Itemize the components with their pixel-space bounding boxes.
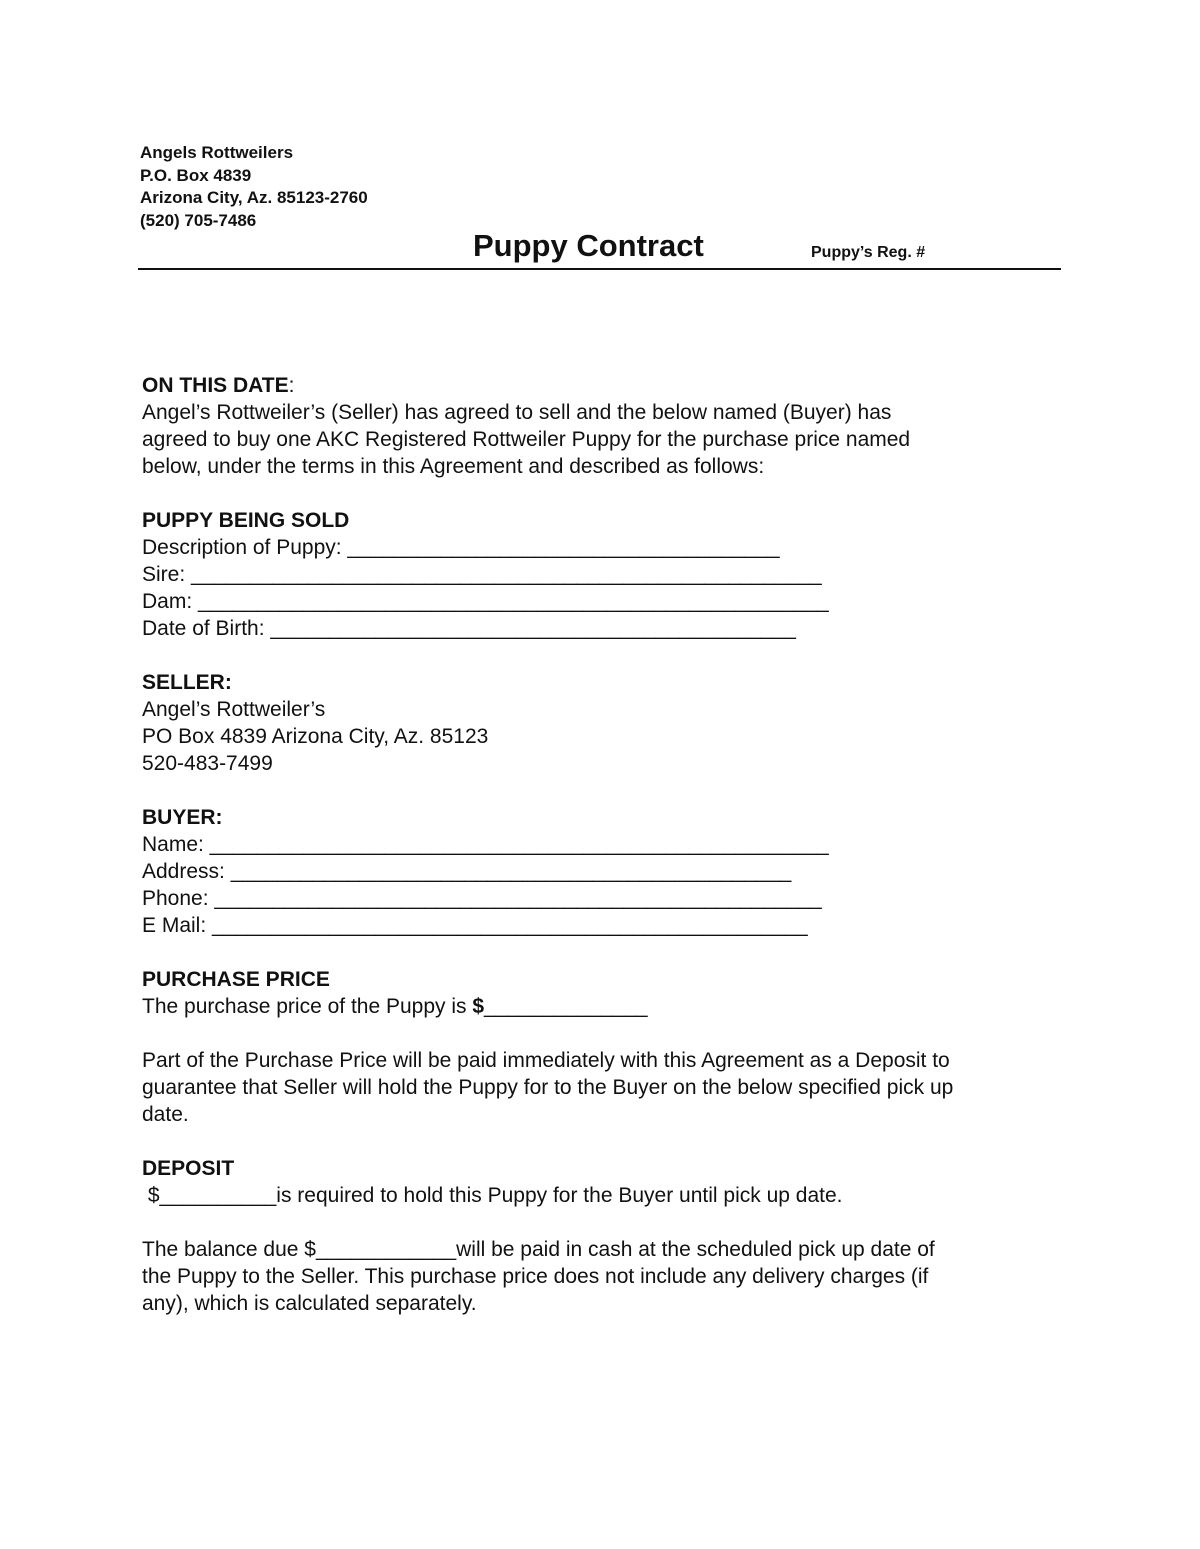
on-this-date-heading-line: [142, 372, 910, 399]
buyer-address-field: Address: ________________________________________________: [142, 860, 792, 883]
buyer-name-field: Name: _____________________________________________________: [142, 833, 829, 856]
seller-phone: 520-483-7499: [142, 752, 273, 775]
deposit-terms-paragraph: [142, 1047, 953, 1128]
seller-address: PO Box 4839 Arizona City, Az. 85123: [142, 725, 489, 748]
deposit-amount-line: $__________is required to hold this Puppy for the Buyer until pick up date.: [142, 1184, 843, 1207]
paragraph-line: The balance due $____________will be paid in cash at the scheduled pick up date of: [142, 1238, 935, 1261]
page-title: Puppy Contract: [473, 228, 704, 263]
buyer-section: [142, 804, 829, 939]
paragraph-line: any), which is calculated separately.: [142, 1292, 477, 1315]
letterhead-name: Angels Rottweilers: [140, 143, 294, 162]
intro-line: Angel’s Rottweiler’s (Seller) has agreed to sell and the below named (Buyer) has: [142, 401, 892, 424]
puppy-dam-field: Dam: ______________________________________________________: [142, 590, 829, 613]
purchase-price-line: [142, 993, 648, 1020]
puppy-dob-field: Date of Birth: _____________________________________________: [142, 617, 796, 640]
puppy-section: [142, 507, 829, 642]
intro-line: agreed to buy one AKC Registered Rottweiler Puppy for the purchase price named: [142, 428, 911, 451]
letterhead: [140, 142, 368, 232]
deposit-section: [142, 1155, 842, 1209]
purchase-section: [142, 966, 648, 1020]
purchase-heading: PURCHASE PRICE: [142, 968, 330, 991]
purchase-price-blank: ______________: [484, 995, 648, 1018]
on-this-date-heading: ON THIS DATE: [142, 374, 289, 397]
intro-line: below, under the terms in this Agreement and described as follows:: [142, 455, 765, 478]
deposit-heading: DEPOSIT: [142, 1157, 235, 1180]
puppy-heading: PUPPY BEING SOLD: [142, 509, 350, 532]
on-this-date-section: [142, 372, 910, 480]
puppy-sire-field: Sire: ______________________________________________________: [142, 563, 822, 586]
paragraph-line: the Puppy to the Seller. This purchase price does not include any delivery charges (if: [142, 1265, 929, 1288]
registration-label: Puppy’s Reg. #: [811, 244, 926, 261]
buyer-phone-field: Phone: ____________________________________________________: [142, 887, 822, 910]
buyer-heading: BUYER:: [142, 806, 223, 829]
puppy-description-field: Description of Puppy: _____________________________________: [142, 536, 780, 559]
header-divider: [138, 268, 1061, 270]
letterhead-city: Arizona City, Az. 85123-2760: [140, 188, 368, 207]
on-this-date-colon: :: [288, 374, 295, 397]
purchase-price-text: The purchase price of the Puppy is: [142, 995, 473, 1018]
paragraph-line: date.: [142, 1103, 189, 1126]
letterhead-phone: (520) 705-7486: [140, 210, 257, 230]
seller-name: Angel’s Rottweiler’s: [142, 698, 326, 721]
balance-paragraph: [142, 1236, 935, 1317]
seller-section: [142, 669, 488, 777]
purchase-price-currency: $: [472, 995, 485, 1018]
paragraph-line: Part of the Purchase Price will be paid immediately with this Agreement as a Deposit to: [142, 1049, 950, 1072]
buyer-email-field: E Mail: ___________________________________________________: [142, 914, 808, 937]
letterhead-po-box: P.O. Box 4839: [140, 165, 252, 185]
seller-heading: SELLER:: [142, 671, 232, 694]
paragraph-line: guarantee that Seller will hold the Puppy for to the Buyer on the below specified pick up: [142, 1076, 954, 1099]
